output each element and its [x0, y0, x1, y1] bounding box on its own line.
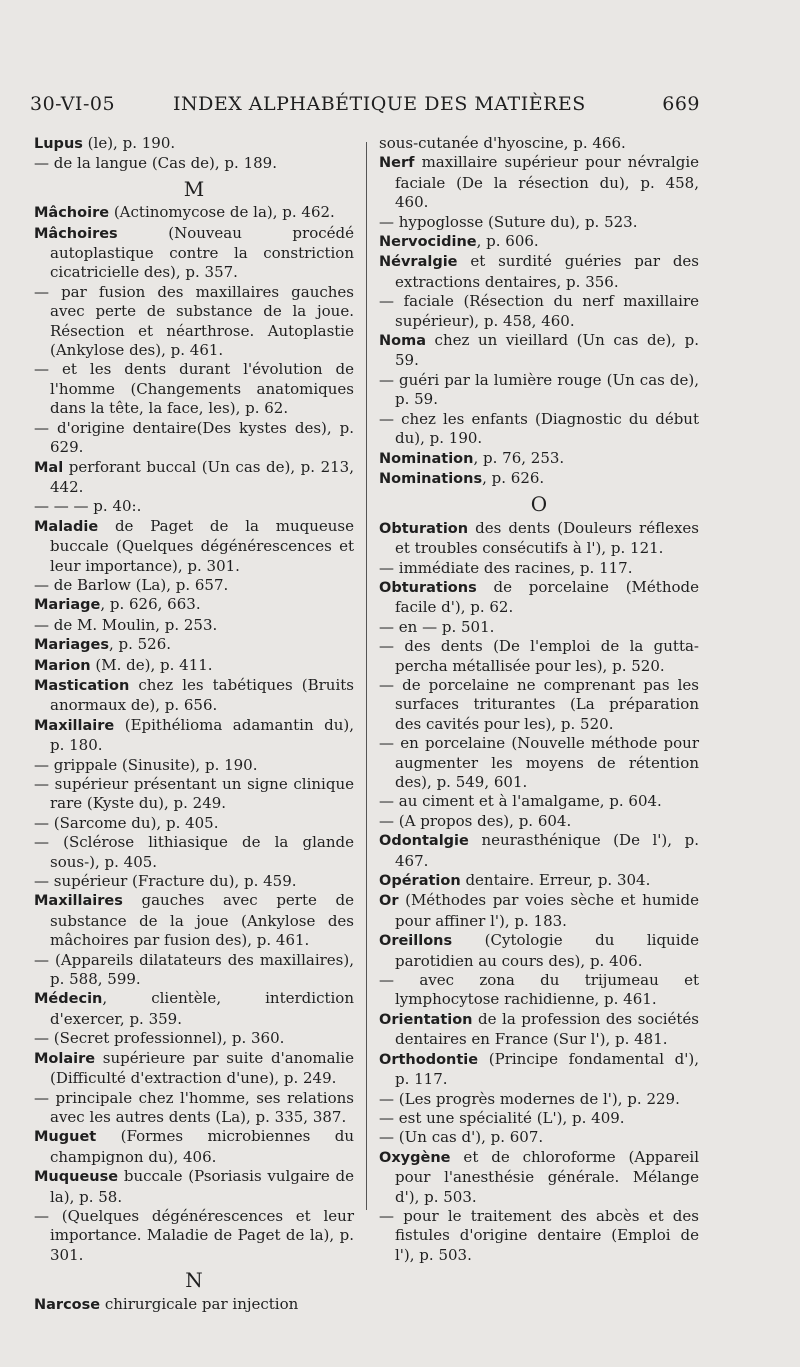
index-entry [34, 458, 354, 498]
entry-text: — est une spécialité (L'), p. 409. [379, 1108, 625, 1127]
entry-text: de porcelaine (Méthode facile d'), p. 62. [395, 577, 699, 617]
entry-keyword: Obturation [379, 520, 469, 537]
entry-keyword: Névralgie [379, 254, 458, 271]
page-number: 669 [662, 93, 700, 115]
index-entry [379, 1090, 699, 1109]
entry-keyword: Muqueuse [34, 1169, 119, 1186]
entry-text: — des dents (De l'emploi de la gutta-percha métallisée pour les), p. 520. [379, 637, 699, 675]
entry-keyword: Odontalgie [379, 833, 469, 850]
entry-text: (Méthodes par voies sèche et humide pour affiner l'), p. 183. [395, 891, 699, 930]
index-entry [34, 283, 354, 361]
index-entry [34, 891, 354, 950]
entry-text: maxillaire supérieur pour névralgie faciale (De la résection du), p. 458, 460. [395, 153, 699, 212]
entry-text: (Nouveau procédé autoplastique contre la constriction cicatricielle des), p. 357. [50, 223, 354, 282]
index-entry [34, 154, 354, 173]
entry-text: — supérieur présentant un signe clinique rare (Kyste du), p. 249. [34, 775, 354, 813]
entry-text: chez un vieillard (Un cas de), p. 59. [395, 331, 699, 370]
index-entry [34, 1089, 354, 1128]
entry-text: chirurgicale par injection [100, 1294, 299, 1313]
entry-text: — de M. Moulin, p. 253. [34, 615, 218, 634]
entry-text: — (Appareils dilatateurs des maxillaires), p. 588, 599. [34, 950, 354, 989]
index-entry [379, 153, 699, 212]
entry-keyword: Marion [34, 657, 91, 674]
index-entry [379, 134, 699, 153]
entry-text: (Principe fondamental d'), p. 117. [395, 1049, 699, 1089]
entry-text: (Actinomycose de la), p. 462. [109, 203, 335, 222]
index-entry [34, 833, 354, 872]
entry-text: , p. 626. [482, 468, 545, 487]
index-entry [379, 578, 699, 618]
entry-keyword: Maxillaire [34, 717, 115, 734]
entry-keyword: Maladie [34, 518, 99, 535]
index-entry [379, 252, 699, 292]
entry-keyword: Mâchoires [34, 225, 118, 242]
entry-text: — principale chez l'homme, ses relations avec les autres dents (La), p. 335, 387. [34, 1088, 354, 1126]
entry-text: de la profession des sociétés dentaires en France (Sur l'), p. 481. [395, 1009, 699, 1049]
index-entry [34, 656, 354, 676]
entry-keyword: Mal [34, 459, 64, 476]
entry-text: — et les dents durant l'évolution de l'homme (Changements anatomiques dans la tête, la face, les), p. 62. [34, 360, 354, 418]
entry-text: — faciale (Résection du nerf maxillaire supérieur), p. 458, 460. [379, 292, 699, 330]
index-entry [34, 951, 354, 990]
entry-keyword: Mariage [34, 597, 101, 614]
index-entry [379, 971, 699, 1010]
index-entry [379, 469, 699, 489]
index-entry [34, 716, 354, 756]
column-divider [366, 142, 367, 1210]
index-entry [379, 676, 699, 734]
index-entry [34, 1295, 354, 1315]
index-entry [379, 812, 699, 831]
entry-text: — (Sarcome du), p. 405. [34, 813, 219, 832]
entry-text: supérieure par suite d'anomalie (Difficulté d'extraction d'une), p. 249. [50, 1048, 354, 1088]
entry-keyword: Médecin [34, 991, 103, 1008]
index-entry [379, 891, 699, 931]
entry-text: et de chloroforme (Appareil pour l'anesthésie générale. Mélange d'), p. 503. [395, 1147, 699, 1206]
index-entry [379, 1050, 699, 1090]
entry-text: , p. 606. [476, 232, 539, 251]
index-entry [34, 775, 354, 814]
entry-keyword: Opération [379, 873, 461, 890]
index-entry [34, 595, 354, 615]
entry-text: — de porcelaine ne comprenant pas les surfaces triturantes (La préparation des cavités pour les), p. 520. [379, 675, 699, 733]
entry-text: — avec zona du trijumeau et lymphocytose rachidienne, p. 461. [379, 971, 699, 1009]
entry-text: perforant buccal (Un cas de), p. 213, 442. [50, 457, 354, 496]
index-entry [34, 1207, 354, 1265]
index-entry [379, 871, 699, 891]
entry-text: (le), p. 190. [82, 134, 176, 152]
index-entry [34, 1029, 354, 1048]
entry-text: , p. 526. [108, 635, 172, 654]
entry-keyword: Oreillons [379, 933, 453, 950]
entry-keyword: Obturations [379, 579, 477, 596]
index-entry [379, 618, 699, 637]
entry-keyword: Mâchoire [34, 205, 110, 222]
entry-text: dentaire. Erreur, p. 304. [460, 871, 651, 890]
index-entry [34, 756, 354, 775]
entry-text: — de la langue (Cas de), p. 189. [34, 154, 277, 173]
index-entry [379, 232, 699, 252]
entry-text: (Formes microbiennes du champignon du), 406. [50, 1127, 354, 1166]
index-entry [34, 616, 354, 635]
index-entry [34, 203, 354, 223]
index-entry [379, 734, 699, 792]
entry-text: de Paget de la muqueuse buccale (Quelques dégénérescences et leur importance), p. 301. [50, 516, 354, 575]
index-entry [379, 1128, 699, 1147]
index-entry [379, 559, 699, 578]
entry-text: — immédiate des racines, p. 117. [379, 558, 633, 577]
index-entry [34, 360, 354, 418]
index-entry [34, 676, 354, 716]
entry-text: — de Barlow (La), p. 657. [34, 575, 229, 594]
entry-text: gauches avec perte de substance de la joue (Ankylose des mâchoires par fusion des), p. 461. [50, 891, 354, 950]
entry-text: — — — p. 40:. [34, 497, 142, 516]
right-column [379, 134, 699, 1265]
entry-keyword: Muguet [34, 1129, 97, 1146]
entry-text: et surdité guéries par des extractions dentaires, p. 356. [395, 252, 699, 291]
left-column [34, 134, 354, 1315]
index-entry [34, 134, 354, 154]
index-entry [34, 814, 354, 833]
entry-text: — d'origine dentaire(Des kystes des), p. 629. [34, 418, 354, 457]
index-entry [34, 1127, 354, 1167]
entry-text: buccale (Psoriasis vulgaire de la), p. 58. [50, 1167, 354, 1206]
entry-keyword: Nerf [379, 155, 415, 172]
index-entry [379, 637, 699, 676]
entry-keyword: Nominations [379, 470, 483, 487]
index-entry [34, 989, 354, 1029]
entry-text: — (Les progrès modernes de l'), p. 229. [379, 1089, 680, 1108]
index-entry [34, 497, 354, 516]
entry-text: — (Quelques dégénérescences et leur importance. Maladie de Paget de la), p. 301. [34, 1206, 354, 1264]
entry-text: — hypoglosse (Suture du), p. 523. [379, 212, 638, 231]
index-entry [34, 517, 354, 576]
section-letter: N [185, 1268, 203, 1293]
entry-keyword: Mastication [34, 677, 130, 694]
index-entry [379, 1207, 699, 1265]
entry-keyword: Molaire [34, 1050, 96, 1067]
index-entry [34, 1049, 354, 1089]
entry-keyword: Lupus [34, 136, 83, 152]
entry-text: , p. 626, 663. [100, 595, 201, 614]
entry-keyword: Orthodontie [379, 1051, 479, 1068]
index-entry [379, 831, 699, 871]
running-header [30, 93, 700, 123]
index-entry [379, 371, 699, 410]
entry-text: chez les tabétiques (Bruits anormaux de), p. 656. [50, 675, 354, 715]
entry-text: — supérieur (Fracture du), p. 459. [34, 872, 297, 891]
entry-keyword: Noma [379, 333, 426, 350]
entry-text: neurasthénique (De l'), p. 467. [395, 831, 699, 870]
entry-text: — (Un cas d'), p. 607. [379, 1128, 544, 1147]
index-entry [379, 449, 699, 469]
entry-text: — pour le traitement des abcès et des fistules d'origine dentaire (Emploi de l'), p. 503. [379, 1206, 699, 1264]
entry-text: sous-cutanée d'hyoscine, p. 466. [379, 134, 626, 152]
index-entry [34, 419, 354, 458]
index-entry [379, 1148, 699, 1207]
entry-keyword: Maxillaires [34, 893, 123, 910]
entry-text: — (Secret professionnel), p. 360. [34, 1029, 285, 1048]
entry-text: — (Sclérose lithiasique de la glande sous-), p. 405. [34, 833, 354, 871]
index-entry [379, 792, 699, 811]
index-entry [379, 331, 699, 371]
entry-keyword: Nomination [379, 450, 474, 467]
entry-text: — au ciment et à l'amalgame, p. 604. [379, 792, 662, 811]
entry-text: (M. de), p. 411. [90, 655, 213, 674]
index-entry [379, 931, 699, 971]
header-date: 30-VI-05 [30, 93, 116, 115]
entry-text: , p. 76, 253. [473, 448, 565, 467]
entry-text: (Epithélioma adamantin du), p. 180. [50, 715, 354, 755]
entry-text: , clientèle, interdiction d'exercer, p. 359. [50, 989, 354, 1028]
index-entry [379, 1010, 699, 1050]
entry-text: (Cytologie du liquide parotidien au cours des), p. 406. [395, 931, 699, 970]
entry-text: — grippale (Sinusite), p. 190. [34, 755, 258, 774]
section-letter: O [530, 492, 548, 517]
index-entry [34, 1167, 354, 1207]
index-entry [379, 213, 699, 232]
entry-keyword: Oxygène [379, 1149, 451, 1166]
entry-text: — chez les enfants (Diagnostic du début du), p. 190. [379, 409, 699, 448]
entry-keyword: Narcose [34, 1296, 101, 1313]
entry-keyword: Orientation [379, 1011, 473, 1028]
entry-keyword: Nervocidine [379, 234, 477, 251]
index-entry [379, 292, 699, 331]
index-entry [34, 635, 354, 655]
entry-text: — par fusion des maxillaires gauches avec perte de substance de la joue. Résection et néarthrose. Autoplastie (Ankylose des), p. 461. [34, 282, 354, 360]
entry-keyword: Mariages [34, 637, 109, 654]
entry-text: — en — p. 501. [379, 617, 495, 636]
index-entry [379, 410, 699, 449]
index-entry [379, 1109, 699, 1128]
entry-text: des dents (Douleurs réflexes et troubles consécutifs à l'), p. 121. [395, 518, 699, 558]
section-letter: M [183, 176, 205, 201]
entry-text: — (A propos des), p. 604. [379, 811, 572, 830]
entry-text: — en porcelaine (Nouvelle méthode pour augmenter les moyens de rétention des), p. 549, 601. [379, 734, 699, 791]
entry-keyword: Or [379, 893, 399, 910]
index-entry [34, 576, 354, 595]
index-entry [34, 872, 354, 891]
index-entry [34, 224, 354, 283]
index-entry [379, 519, 699, 559]
header-title: INDEX ALPHABÉTIQUE DES MATIÈRES [173, 93, 586, 115]
entry-text: — guéri par la lumière rouge (Un cas de), p. 59. [379, 370, 699, 409]
